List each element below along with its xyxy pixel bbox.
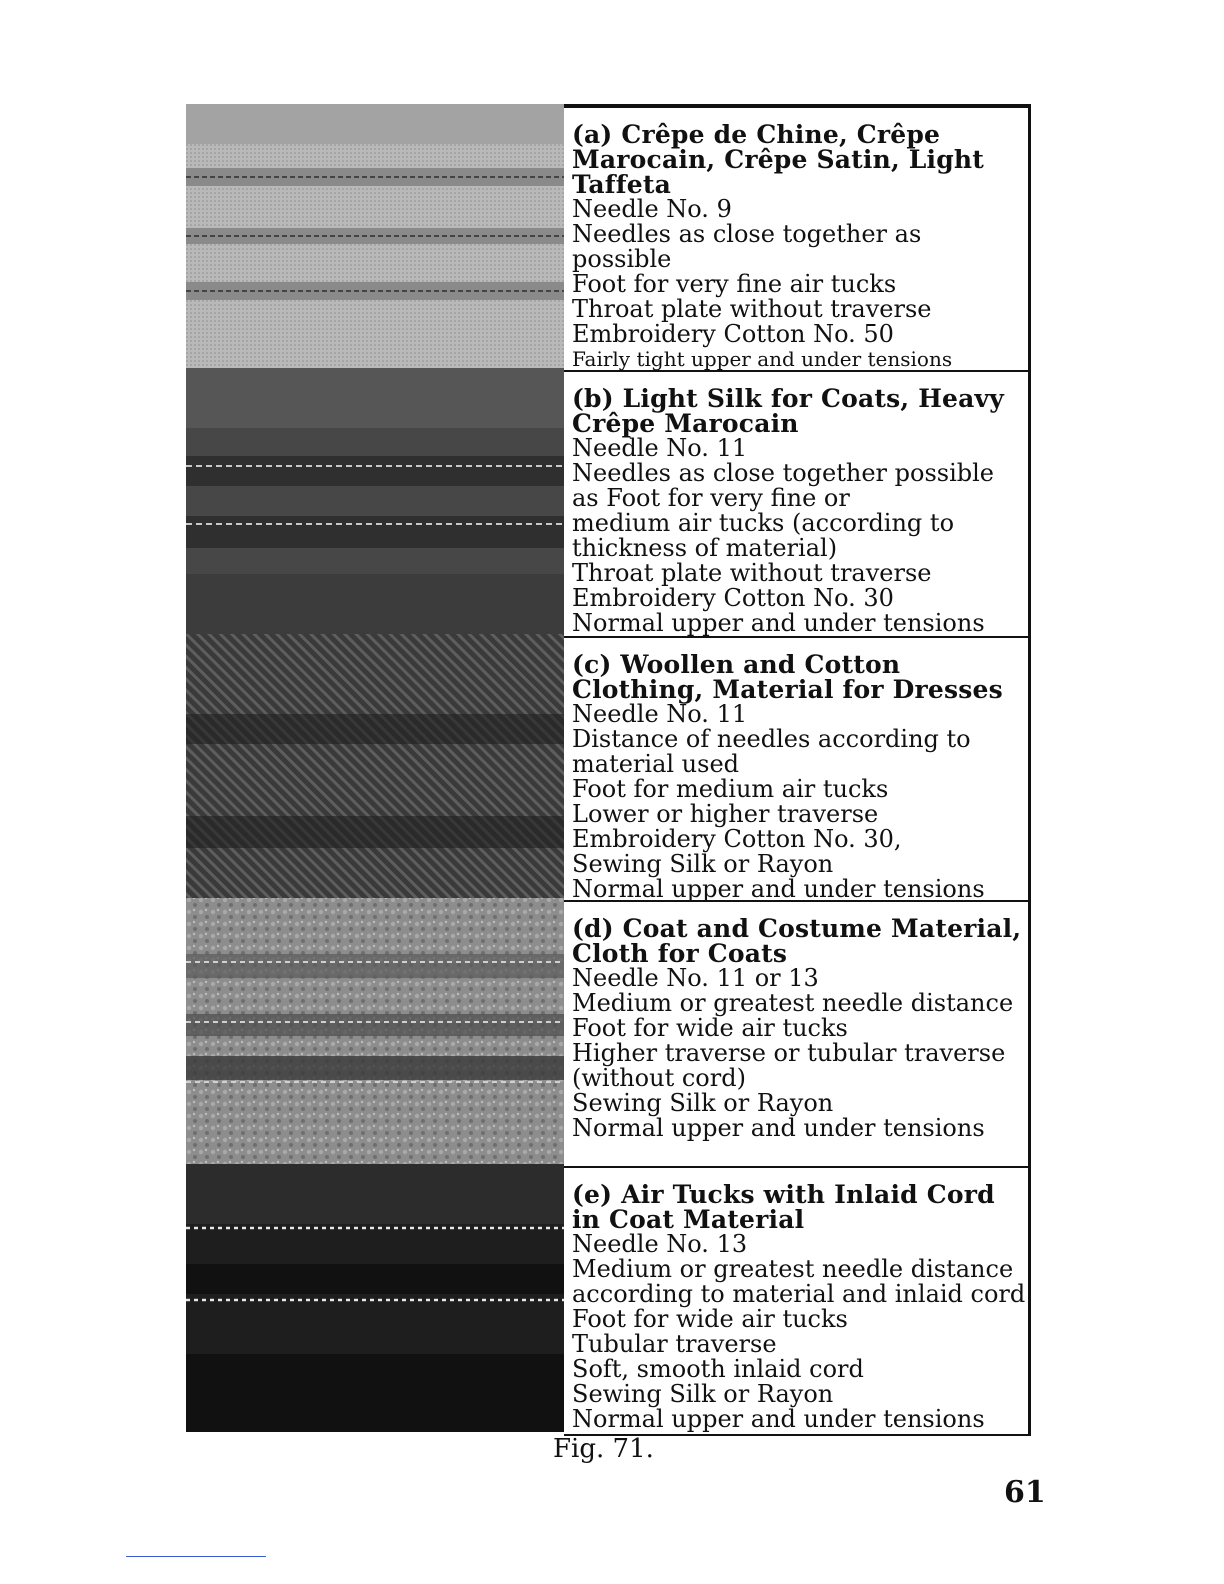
entry-line: Medium or greatest needle distance bbox=[572, 1255, 1014, 1283]
entry-line: Needle No. 11 or 13 bbox=[572, 964, 819, 992]
swatch-d bbox=[186, 898, 564, 1164]
entry-line: Foot for very fine air tucks bbox=[572, 270, 897, 298]
entry-line: Foot for wide air tucks bbox=[572, 1305, 848, 1333]
entry-line: Sewing Silk or Rayon bbox=[572, 1380, 834, 1408]
entry-line: Embroidery Cotton No. 30 bbox=[572, 584, 894, 612]
entry-line: Needle No. 11 bbox=[572, 700, 748, 728]
entry-line: Needle No. 9 bbox=[572, 195, 732, 223]
fabric-swatches bbox=[186, 104, 564, 1432]
entry-title: (e) Air Tucks with Inlaid Cord in Coat Material bbox=[572, 1180, 995, 1234]
entry-line: Needles as close together as possible bbox=[572, 220, 922, 273]
swatch-e bbox=[186, 1164, 564, 1432]
entry-line: medium air tucks (according to bbox=[572, 509, 955, 537]
entry-title: (d) Coat and Costume Material, Cloth for Coats bbox=[572, 914, 1022, 968]
entry-line: material used bbox=[572, 750, 740, 778]
entry-line: according to material and inlaid cord bbox=[572, 1280, 1026, 1308]
entry-line: Lower or higher traverse bbox=[572, 800, 879, 828]
entry-line: Medium or greatest needle distance bbox=[572, 989, 1014, 1017]
entry-line: Needles as close together possible bbox=[572, 459, 994, 487]
entry-line: Normal upper and under tensions bbox=[572, 1405, 985, 1433]
entry-line: Embroidery Cotton No. 30, bbox=[572, 825, 902, 853]
entry-line: Throat plate without traverse bbox=[572, 295, 932, 323]
footer-rule bbox=[126, 1556, 266, 1557]
entry-a bbox=[564, 108, 1028, 372]
figure-71 bbox=[186, 104, 1040, 1436]
entry-title: (b) Light Silk for Coats, Heavy Crêpe Marocain bbox=[572, 384, 1004, 438]
entry-line: Foot for medium air tucks bbox=[572, 775, 889, 803]
entry-line: thickness of material) bbox=[572, 534, 838, 562]
entry-line: as Foot for very fine or bbox=[572, 484, 850, 512]
entry-e bbox=[564, 1168, 1028, 1436]
entry-line: Throat plate without traverse bbox=[572, 559, 932, 587]
instructions-column bbox=[564, 104, 1031, 1436]
entry-title: (c) Woollen and Cotton Clothing, Material for Dresses bbox=[572, 650, 1003, 704]
entry-b bbox=[564, 372, 1028, 638]
entry-title: (a) Crêpe de Chine, Crêpe Marocain, Crêpe Satin, Light Taffeta bbox=[572, 120, 985, 199]
entry-line: Distance of needles according to bbox=[572, 725, 971, 753]
swatch-a bbox=[186, 104, 564, 368]
page-number: 61 bbox=[1004, 1475, 1046, 1510]
figure-caption: Fig. 71. bbox=[553, 1434, 654, 1464]
entry-line: Embroidery Cotton No. 50 bbox=[572, 320, 894, 348]
swatch-c bbox=[186, 634, 564, 898]
entry-line: Needle No. 11 bbox=[572, 434, 748, 462]
swatch-b bbox=[186, 368, 564, 634]
entry-d bbox=[564, 902, 1028, 1168]
entry-c bbox=[564, 638, 1028, 902]
entry-line: Needle No. 13 bbox=[572, 1230, 748, 1258]
entry-line: Normal upper and under tensions bbox=[572, 1114, 985, 1142]
entry-note: Fairly tight upper and under tensions bbox=[572, 347, 953, 371]
entry-line: Higher traverse or tubular traverse bbox=[572, 1039, 1006, 1067]
entry-line: Normal upper and under tensions bbox=[572, 875, 985, 903]
entry-line: Sewing Silk or Rayon bbox=[572, 1089, 834, 1117]
entry-line: Soft, smooth inlaid cord bbox=[572, 1355, 864, 1383]
entry-line: Tubular traverse bbox=[572, 1330, 777, 1358]
entry-line: Sewing Silk or Rayon bbox=[572, 850, 834, 878]
entry-line: Normal upper and under tensions bbox=[572, 609, 985, 637]
entry-line: Foot for wide air tucks bbox=[572, 1014, 848, 1042]
entry-line: (without cord) bbox=[572, 1064, 746, 1092]
